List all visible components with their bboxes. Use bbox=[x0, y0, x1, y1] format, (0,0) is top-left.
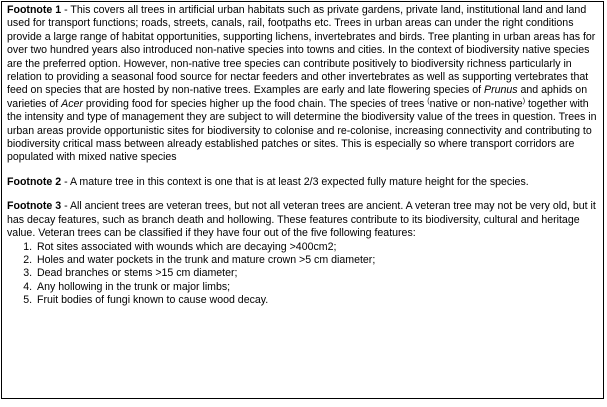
footnotes-box bbox=[1, 1, 604, 399]
footnote-2-text: - A mature tree in this context is one that is at least 2/3 expected fully mature height for the species. bbox=[61, 175, 529, 188]
list-item: 2. Holes and water pockets in the trunk and mature crown >5 cm diameter; bbox=[35, 254, 599, 267]
list-item: 1. Rot sites associated with wounds which are decaying >400cm2; bbox=[35, 241, 599, 254]
superscript-close-paren: ) bbox=[522, 97, 526, 105]
footnote-3 bbox=[7, 200, 599, 307]
footnote-1-label: Footnote 1 bbox=[7, 4, 62, 16]
footnote-1-text-d: native or non-native bbox=[429, 97, 523, 110]
footnote-1-text-e: together with the intensity and type of management they are subject to will determine the biodiversity value of the trees in question. Trees in urban areas provide opportunistic sites for biodiversity to colonise and re-colonise, increasing connectivity and contributing to biodiversity critical mass between already established patches or sites. This is especially so where transport corridors are populated with mixed native species bbox=[7, 97, 597, 164]
footnote-2 bbox=[7, 176, 599, 189]
footnote-1-text-c: providing food for species higher up the food chain. The species of trees bbox=[82, 97, 428, 110]
prunus-italic: Prunus bbox=[484, 84, 518, 97]
footnote-1-text-b: and aphids on varieties of bbox=[7, 84, 588, 110]
list-item: 3. Dead branches or stems >15 cm diameter; bbox=[35, 267, 599, 280]
superscript-open-paren: ( bbox=[427, 97, 430, 105]
footnote-2-label: Footnote 2 bbox=[7, 175, 62, 188]
footnote-1 bbox=[7, 4, 599, 165]
footnote-1-text-a: - This covers all trees in artificial urban habitats such as private gardens, private land, institutional land and land used for transport functions; roads, streets, canals, rail, footpaths etc. Trees in urban areas can under the right conditions provide a large range of habitat opportunities, supporting lichens, invertebrates and birds. Tree planting in urban areas has for over two hundred years also introduced non-native species into towns and cities. In the context of biodiversity native species are the preferred option. However, non-native tree species can contribute positively to biodiversity richness particularly in relation to providing a seasonal food source for nectar feeders and other invertebrates as well as supporting vertebrates that feed on species that are hosted by non-native trees. Examples are early and late flowering species of bbox=[7, 4, 596, 97]
list-item: 4. Any hollowing in the trunk or major limbs; bbox=[35, 281, 599, 294]
footnote-3-label: Footnote 3 bbox=[7, 200, 62, 213]
footnote-3-text: - All ancient trees are veteran trees, but not all veteran trees are ancient. A veteran tree may not be very old, but it has decay features, such as branch death and hollowing. These features contribute to its biodiversity, cultural and heritage value. Veteran trees can be classified if they have four out of the five following features: bbox=[7, 200, 596, 240]
veteran-features-list bbox=[7, 241, 599, 308]
list-item: 5. Fruit bodies of fungi known to cause wood decay. bbox=[35, 294, 599, 307]
acer-italic: Acer bbox=[61, 97, 83, 110]
